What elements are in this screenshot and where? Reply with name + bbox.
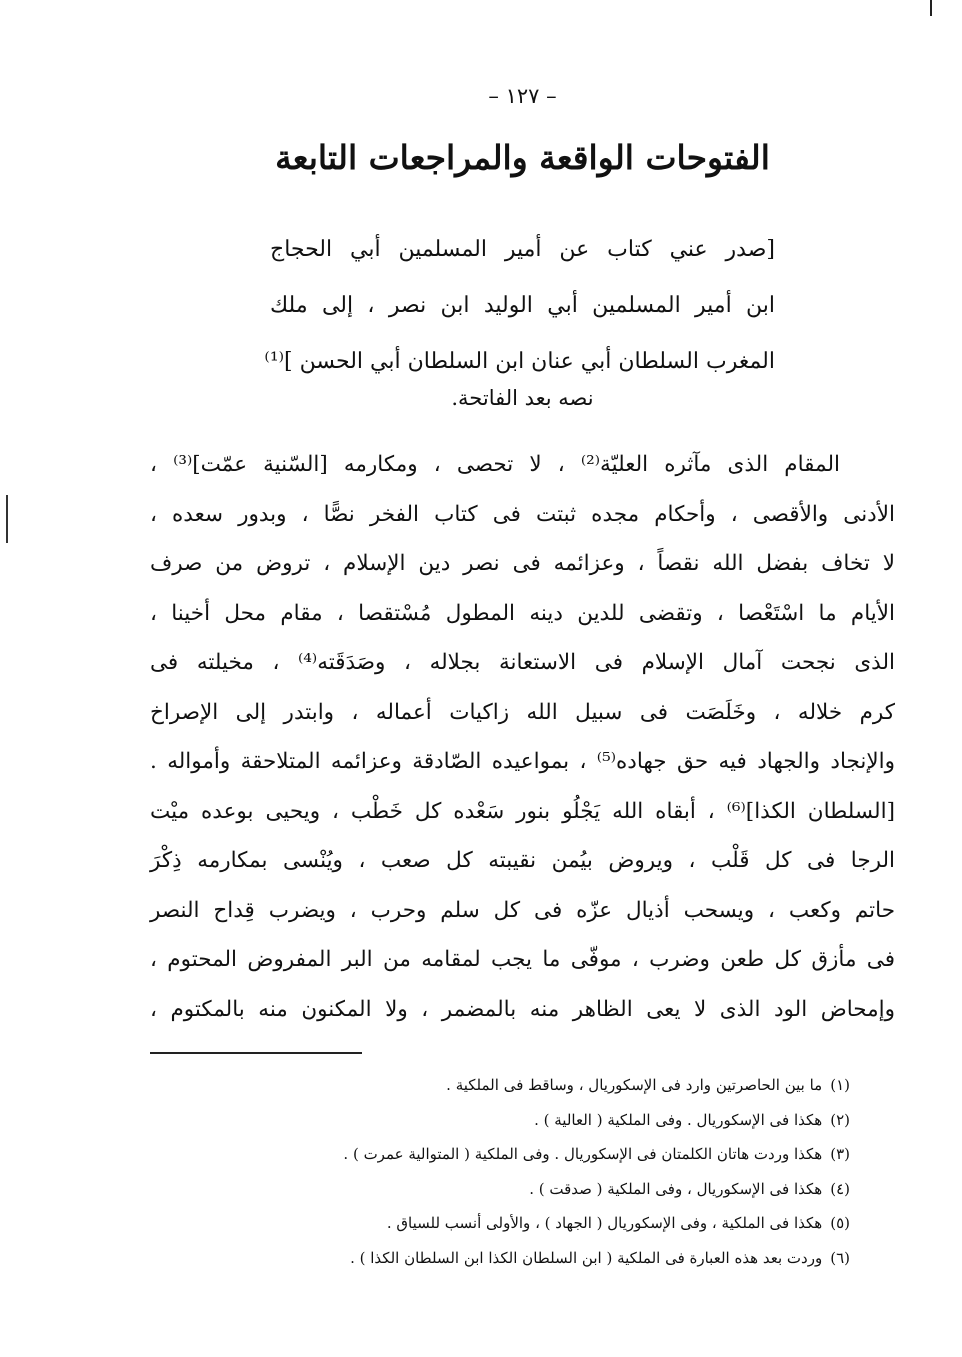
body-line: المقام الذى مآثره العليّة⁽²⁾ ، لا تحصى ، ومكارمه [السّنية عمّت]⁽³⁾ ، bbox=[150, 452, 840, 477]
body-line: لا تخاف بفضل الله نقصاً ، وعزائمه فى نصر دين الإسلام ، تروض من صرف bbox=[150, 551, 895, 576]
body-line: وإمحاض الود الذى لا يعى الظاهر منه بالمضمر ، ولا المكنون منه بالمكتوم ، bbox=[150, 996, 895, 1022]
footnote bbox=[270, 1137, 850, 1172]
footnote-number: (٤) bbox=[830, 1179, 850, 1198]
body-line: حاتم وكعب ، ويسحب أذيال عزّه فى كل سلم وحرب ، ويضرب قِداح النصر bbox=[150, 897, 895, 923]
footnote-number: (٥) bbox=[830, 1214, 850, 1232]
footnote-text: هكذا فى الإسكوريال ، وفى الملكية ( صدقت ) . bbox=[529, 1179, 823, 1198]
intro-line: [صدر عني كتاب عن أمير المسلمين أبي الحجاج bbox=[270, 237, 775, 262]
intro-line: ابن أمير المسلمين أبي الوليد ابن نصر ، إلى ملك bbox=[270, 293, 775, 318]
footnote-number: (١) bbox=[830, 1076, 850, 1094]
body-line: الأدنى والأقصى ، وأحكام مجده ثبتت فى كتاب الفخر نصًّا ، وبدور سعده ، bbox=[150, 501, 895, 527]
footnote-number: (٣) bbox=[830, 1145, 850, 1163]
footnote-text: ما بين الحاصرتين وارد فى الإسكوريال ، وساقط فى الملكية . bbox=[446, 1076, 823, 1094]
footnote bbox=[270, 1241, 850, 1276]
body-line: والإنجاد والجهاد فيه حق جهاده⁽⁵⁾ ، بمواعيده الصّادقة وعزائمه المتلاحقة وأمواله . bbox=[150, 749, 895, 774]
footnotes bbox=[270, 1068, 850, 1275]
body-line: فى مأزق كل طعن وضرب ، موفّى ما يجب لمقامه من البر المفروض المحتوم ، bbox=[150, 947, 895, 972]
opening-line: نصه بعد الفاتحة. bbox=[451, 386, 594, 410]
intro-bracket-note bbox=[264, 222, 775, 390]
footnote bbox=[270, 1206, 850, 1241]
page-number: – ١٢٧ – bbox=[488, 84, 557, 108]
body-line: كرم خلاله ، وخَلَصَت فى سبيل الله زاكيات أعماله ، وابتدر إلى الإصراخ bbox=[150, 699, 895, 725]
margin-mark bbox=[6, 495, 8, 543]
body-line: الذى نجحت آمال الإسلام فى الاستعانة بجلاله ، وصَدَقَته⁽⁴⁾ ، مخيلته فى bbox=[150, 650, 895, 675]
footnote bbox=[270, 1172, 850, 1207]
body-line: [السلطان الكذا]⁽⁶⁾ ، أبقاه الله يَجْلُو بنور سَعْده كل خَطْب ، ويحيى بوعده ميْت bbox=[150, 798, 895, 824]
footnote bbox=[270, 1103, 850, 1138]
body-line: الرجا فى كل قَلْب ، ويروض بيُمن نقيبته كل صعب ، ويُنْسى بمكارمه ذِكْرَ bbox=[150, 848, 895, 873]
body-line: الأيام ما اسْتَعْصا ، وتقضى للدين دينه المطول مُسْتقصا ، مقام محل أخينا ، bbox=[150, 600, 895, 626]
footnote bbox=[270, 1068, 850, 1103]
footnote-text: هكذا فى الإسكوريال . وفى الملكية ( العالية ) . bbox=[534, 1110, 823, 1129]
footnote-separator bbox=[150, 1052, 362, 1054]
footnote-text: هكذا وردت هاتان الكلمتان فى الإسكوريال . وفى الملكية ( المتوالية عمرت ) . bbox=[343, 1145, 823, 1163]
intro-line: المغرب السلطان أبي عنان ابن السلطان أبي الحسن ]⁽¹⁾ bbox=[264, 349, 775, 374]
chapter-title: الفتوحات الواقعة والمراجعات التابعة bbox=[275, 138, 770, 177]
scan-edge-line bbox=[930, 0, 932, 16]
footnote-number: (٦) bbox=[830, 1248, 850, 1267]
body-text bbox=[150, 440, 895, 1034]
footnote-text: هكذا فى الملكية ، وفى الإسكوريال ( الجهاد ) ، والأولى أنسب للسياق . bbox=[386, 1214, 823, 1232]
footnote-number: (٢) bbox=[830, 1110, 850, 1129]
footnote-text: وردت بعد هذه العبارة فى الملكية ( ابن السلطان الكذا ابن السلطان الكذا ) . bbox=[350, 1248, 823, 1267]
